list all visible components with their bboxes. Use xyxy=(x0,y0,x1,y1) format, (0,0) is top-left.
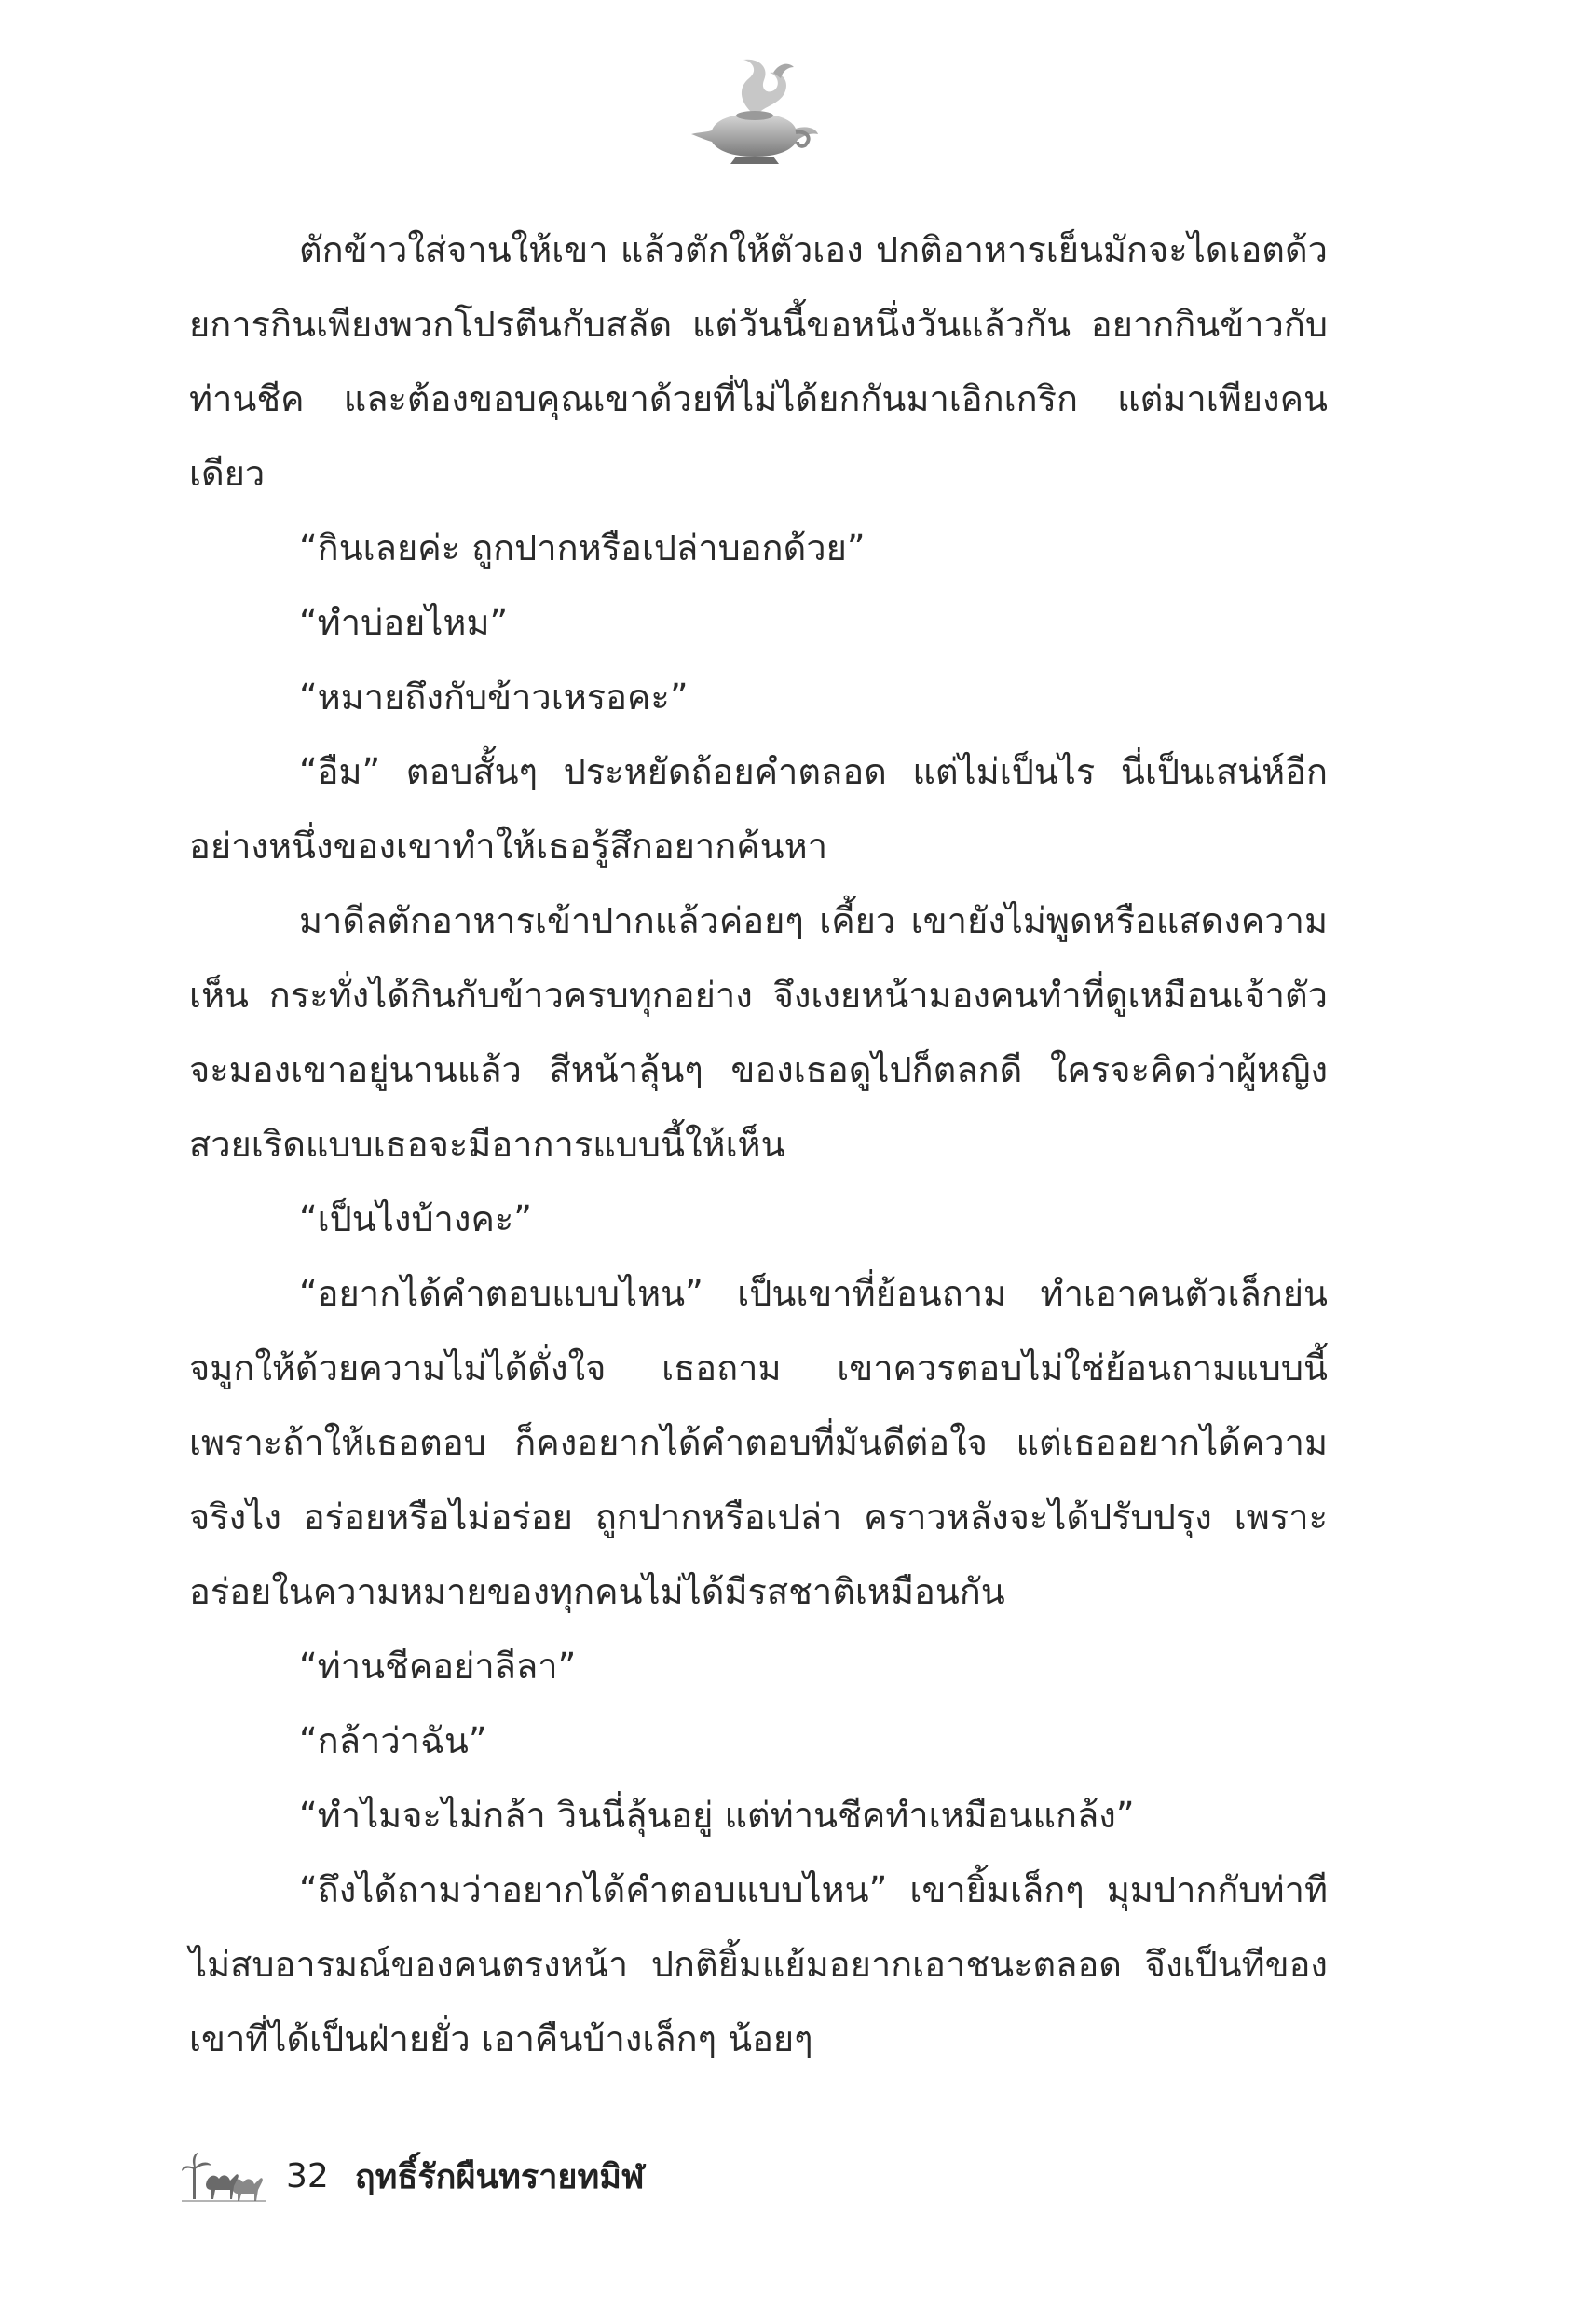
paragraph: “กล้าว่าฉัน” xyxy=(299,1720,487,1761)
book-title: ฤทธิ์รักผืนทรายทมิฬ xyxy=(354,2157,645,2196)
paragraph: “อยากได้คำตอบแบบไหน” เป็นเขาที่ย้อนถาม ทำเอาคนตัวเล็กย่นจมูกให้ด้วยความไม่ได้ดั่งใจ เธอถาม เขาควรตอบไม่ใช่ย้อนถามแบบนี้ เพราะถ้าให้เธอตอบ ก็คงอยากได้คำตอบที่มันดีต่อใจ แต่เธออยากได้ความจริงไง อร่อยหรือไม่อร่อย ถูกปากหรือเปล่า คราวหลังจะได้ปรับปรุง เพราะอร่อยในความหมายของทุกคนไม่ได้มีรสชาติเหมือนกัน xyxy=(189,1273,1328,1612)
genie-lamp-icon xyxy=(684,54,824,166)
paragraph: “ท่านชีคอย่าลีลา” xyxy=(299,1646,577,1687)
paragraph: “หมายถึงกับข้าวเหรอคะ” xyxy=(299,677,689,718)
body-text xyxy=(189,212,1328,2076)
page-number: 32 xyxy=(286,2156,329,2195)
paragraph: “เป็นไงบ้างคะ” xyxy=(299,1198,532,1239)
page-footer xyxy=(182,2143,927,2208)
paragraph: “กินเลยค่ะ ถูกปากหรือเปล่าบอกด้วย” xyxy=(299,527,866,568)
paragraph: “ถึงได้ถามว่าอยากได้คำตอบแบบไหน” เขายิ้มเล็กๆ มุมปากกับท่าทีไม่สบอารมณ์ของคนตรงหน้า ปกติยิ้มแย้มอยากเอาชนะตลอด จึงเป็นทีของเขาที่ได้เป็นฝ่ายยั่ว เอาคืนบ้างเล็กๆ น้อยๆ xyxy=(189,1869,1328,2059)
paragraph: “ทำบ่อยไหม” xyxy=(299,602,509,643)
paragraph: ตักข้าวใส่จานให้เขา แล้วตักให้ตัวเอง ปกติอาหารเย็นมักจะไดเอตด้วยการกินเพียงพวกโปรตีนกับสลัด แต่วันนี้ขอหนึ่งวันแล้วกัน อยากกินข้าวกับท่านชีค และต้องขอบคุณเขาด้วยที่ไม่ได้ยกกันมาเอิกเกริก แต่มาเพียงคนเดียว xyxy=(189,229,1328,494)
camel-caravan-icon xyxy=(182,2147,266,2205)
paragraph: “อืม” ตอบสั้นๆ ประหยัดถ้อยคำตลอด แต่ไม่เป็นไร นี่เป็นเสน่ห์อีกอย่างหนึ่งของเขาทำให้เธอรู้สึกอยากค้นหา xyxy=(189,751,1328,867)
paragraph: “ทำไมจะไม่กล้า วินนี่ลุ้นอยู่ แต่ท่านชีคทำเหมือนแกล้ง” xyxy=(299,1795,1135,1836)
paragraph: มาดีลตักอาหารเข้าปากแล้วค่อยๆ เคี้ยว เขายังไม่พูดหรือแสดงความเห็น กระทั่งได้กินกับข้าวครบทุกอย่าง จึงเงยหน้ามองคนทำที่ดูเหมือนเจ้าตัวจะมองเขาอยู่นานแล้ว สีหน้าลุ้นๆ ของเธอดูไปก็ตลกดี ใครจะคิดว่าผู้หญิงสวยเริดแบบเธอจะมีอาการแบบนี้ให้เห็น xyxy=(189,900,1328,1165)
